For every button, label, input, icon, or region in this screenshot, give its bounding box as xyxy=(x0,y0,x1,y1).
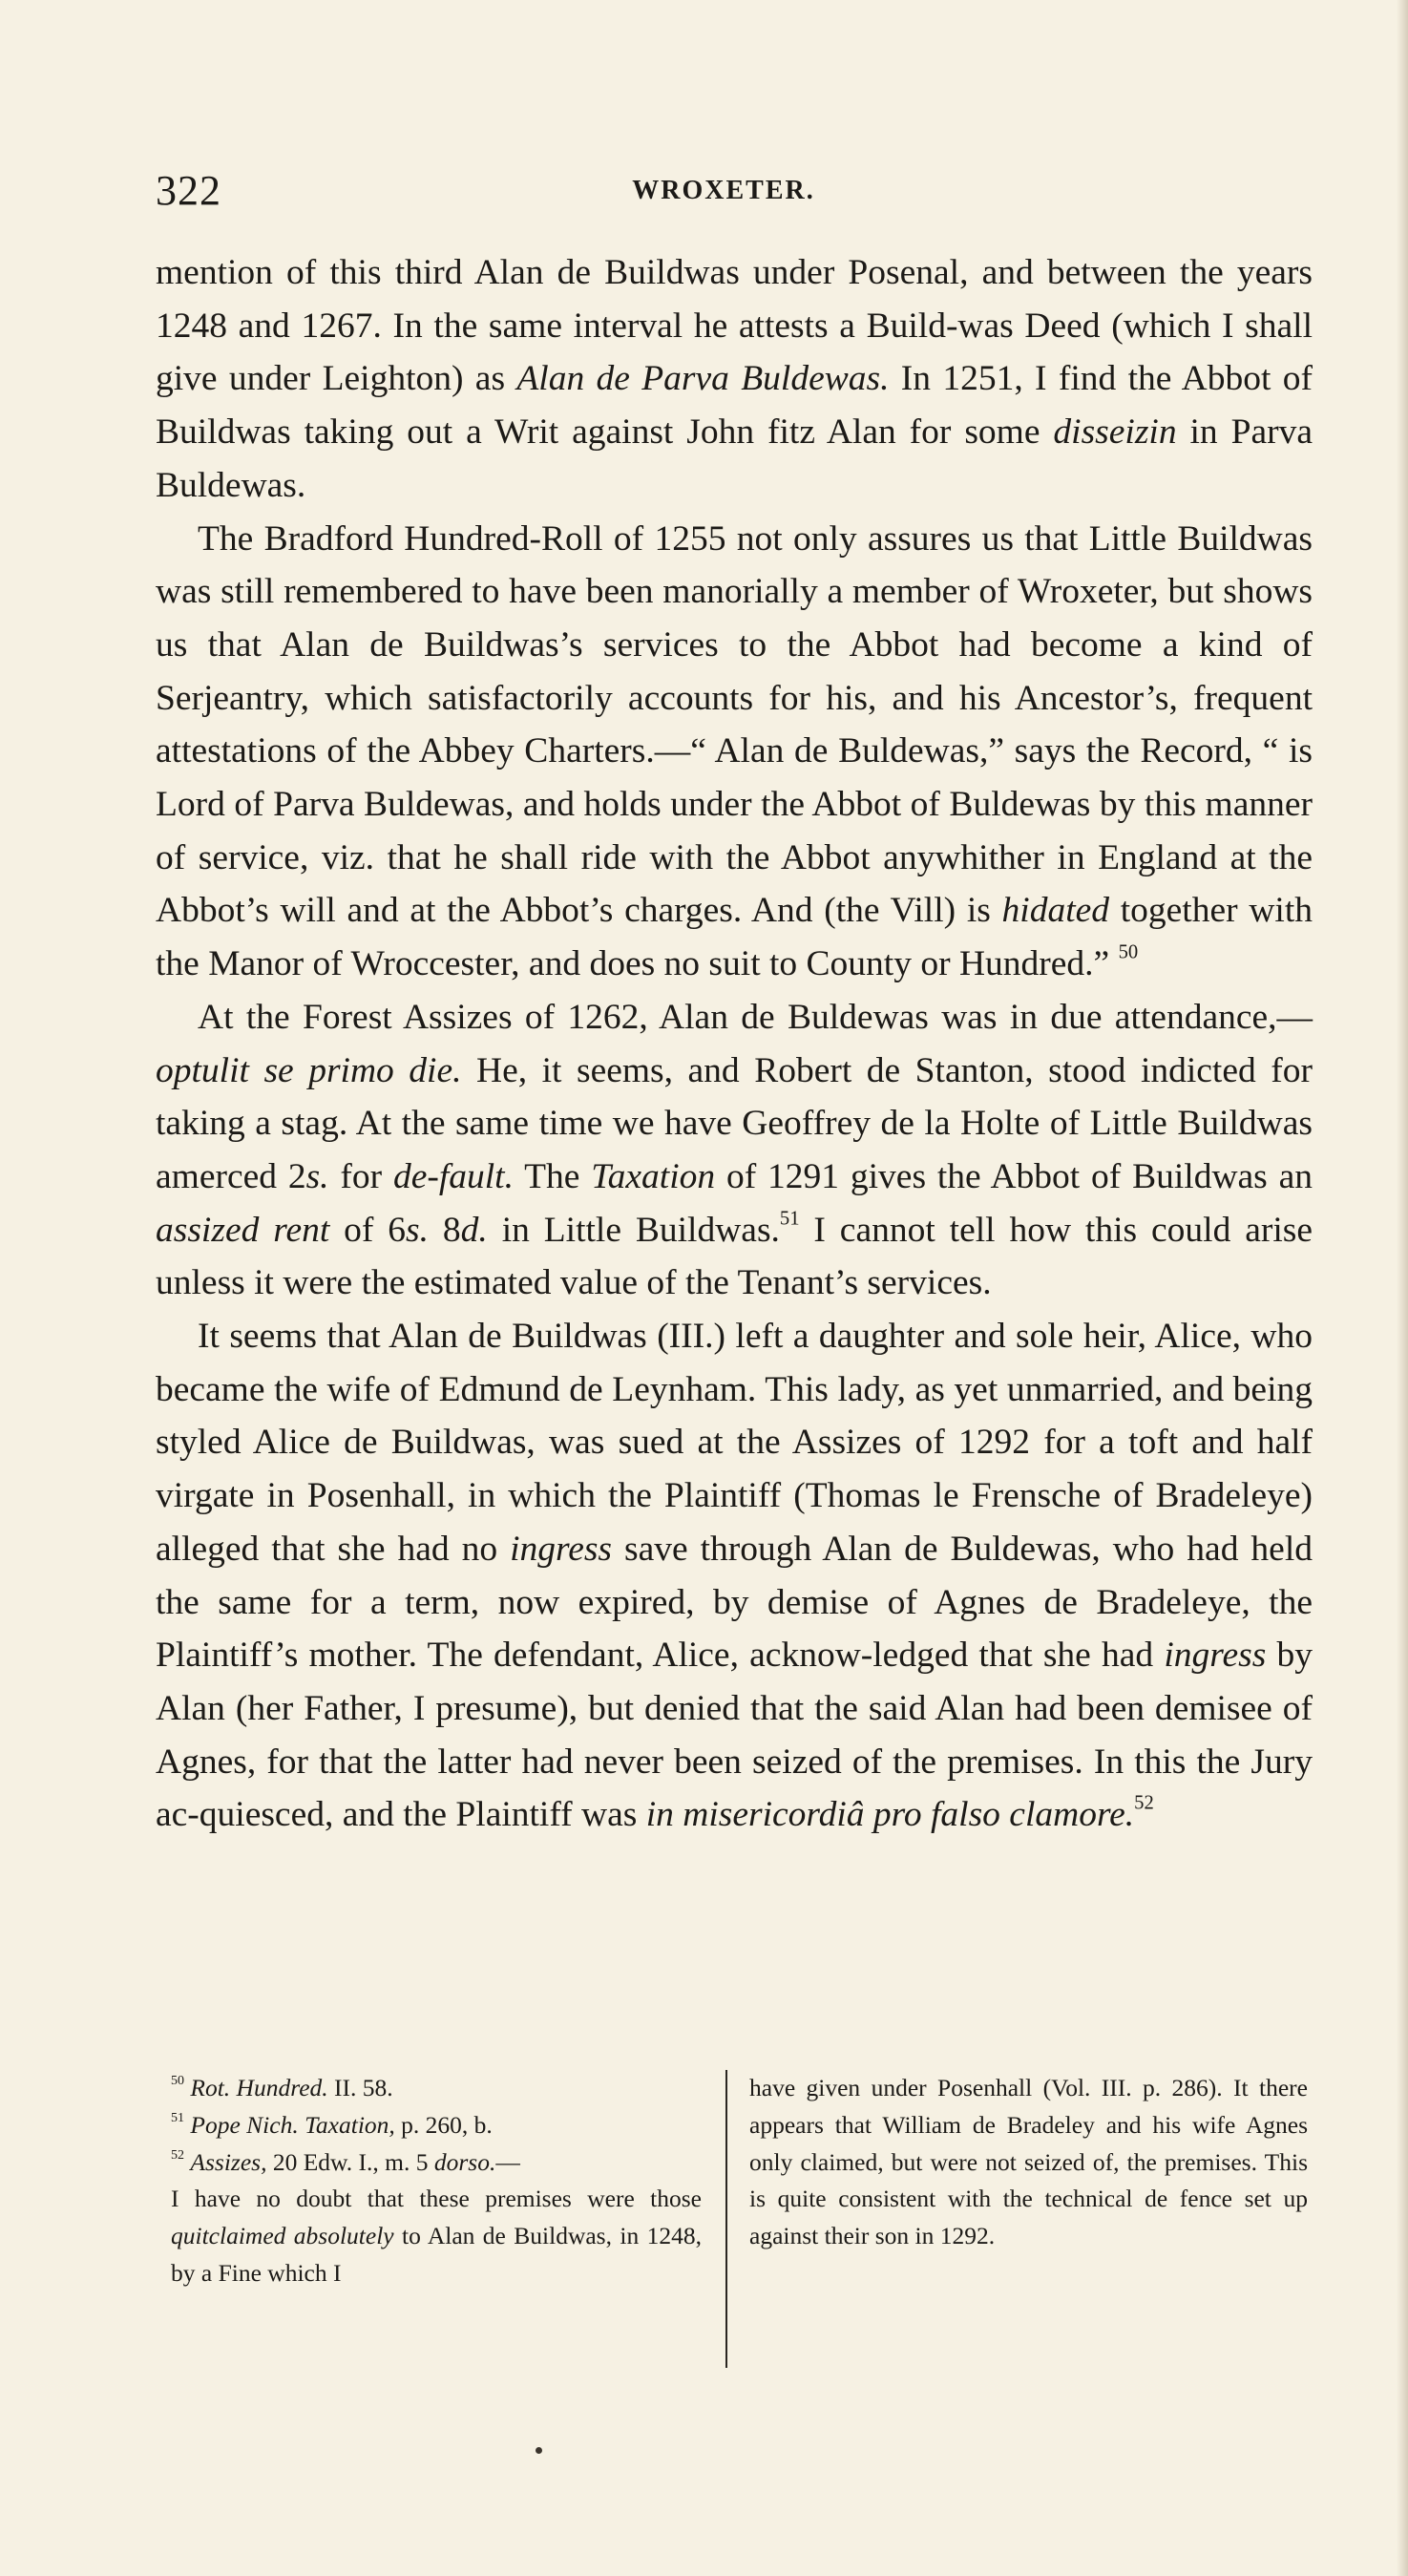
footnote-column-divider xyxy=(725,2070,727,2368)
footnote-52-continued: I have no doubt that these premises were those quitclaimed absolutely to Alan de Buildwas, in 1248, by a Fine which I xyxy=(171,2185,702,2287)
page-number: 322 xyxy=(156,167,221,214)
footnotes-right-column: have given under Posenhall (Vol. III. p. 286). It there appears that William de Bradeley and his wife Agnes only claimed, but were not seized of, the premises. This is quite consistent with the technical de fence set up against their son in 1292. xyxy=(749,2074,1308,2250)
paragraph-1: mention of this third Alan de Buildwas under Posenal, and between the years 1248 and 1267. In the same interval he attests a Build-was Deed (which I shall give under Leighton) as Alan de Parva Buldewas. In 1251, I find the Abbot of Buildwas taking out a Writ against John fitz Alan for some disseizin in Parva Buldewas. xyxy=(156,253,1313,505)
footnote-52: $^{52}$ Assizes, 20 Edw. I., m. 5 dorso.— xyxy=(171,2147,520,2176)
page-edge-shadow xyxy=(1397,0,1408,2576)
main-text xyxy=(156,246,1313,1842)
paragraph-2: The Bradford Hundred-Roll of 1255 not only assures us that Little Buildwas was still remembered to have been manorially a member of Wroxeter, but shows us that Alan de Buildwas’s services to the Abbot had become a kind of Serjeantry, which satisfactorily accounts for his, and his Ancestor’s, frequent attestations of the Abbey Charters.—“ Alan de Buldewas,” says the Record, “ is Lord of Parva Buldewas, and holds under the Abbot of Buldewas by this manner of service, viz. that he shall ride with the Abbot anywhither in England at the Abbot’s will and at the Abbot’s charges. And (the Vill) is hidated together with the Manor of Wroccester, and does no suit to County or Hundred.” $^{50}$ xyxy=(156,518,1313,984)
footnotes-left-column xyxy=(171,2070,702,2292)
footnotes xyxy=(156,2070,1313,2368)
page-header xyxy=(156,160,1292,218)
paragraph-3: At the Forest Assizes of 1262, Alan de Buldewas was in due attendance,—optulit se primo die. He, it seems, and Robert de Stanton, stood indicted for taking a stag. At the same time we have Geoffrey de la Holte of Little Buildwas amerced 2s. for de-fault. The Taxation of 1291 gives the Abbot of Buildwas an assized rent of 6s. 8d. in Little Buildwas.$^{51}$ I cannot tell how this could arise unless it were the estimated value of the Tenant’s services. xyxy=(156,997,1313,1303)
paragraph-4: It seems that Alan de Buildwas (III.) left a daughter and sole heir, Alice, who became the wife of Edmund de Leynham. This lady, as yet unmarried, and being styled Alice de Buildwas, was sued at the Assizes of 1292 for a toft and half virgate in Posenhall, in which the Plaintiff (Thomas le Frensche of Bradeleye) alleged that she had no ingress save through Alan de Buldewas, who had held the same for a term, now expired, by demise of Agnes de Bradeleye, the Plaintiff’s mother. The defendant, Alice, acknow-ledged that she had ingress by Alan (her Father, I presume), but denied that the said Alan had been demisee of Agnes, for that the latter had never been seized of the premises. In this the Jury ac-quiesced, and the Plaintiff was in misericordiâ pro falso clamore.$^{52}$ xyxy=(156,1317,1313,1835)
running-title: WROXETER. xyxy=(632,176,815,205)
page-mark-dot xyxy=(536,2447,542,2454)
footnote-50: $^{50}$ Rot. Hundred. II. 58. xyxy=(171,2074,393,2101)
footnote-51: $^{51}$ Pope Nich. Taxation, p. 260, b. xyxy=(171,2110,493,2139)
